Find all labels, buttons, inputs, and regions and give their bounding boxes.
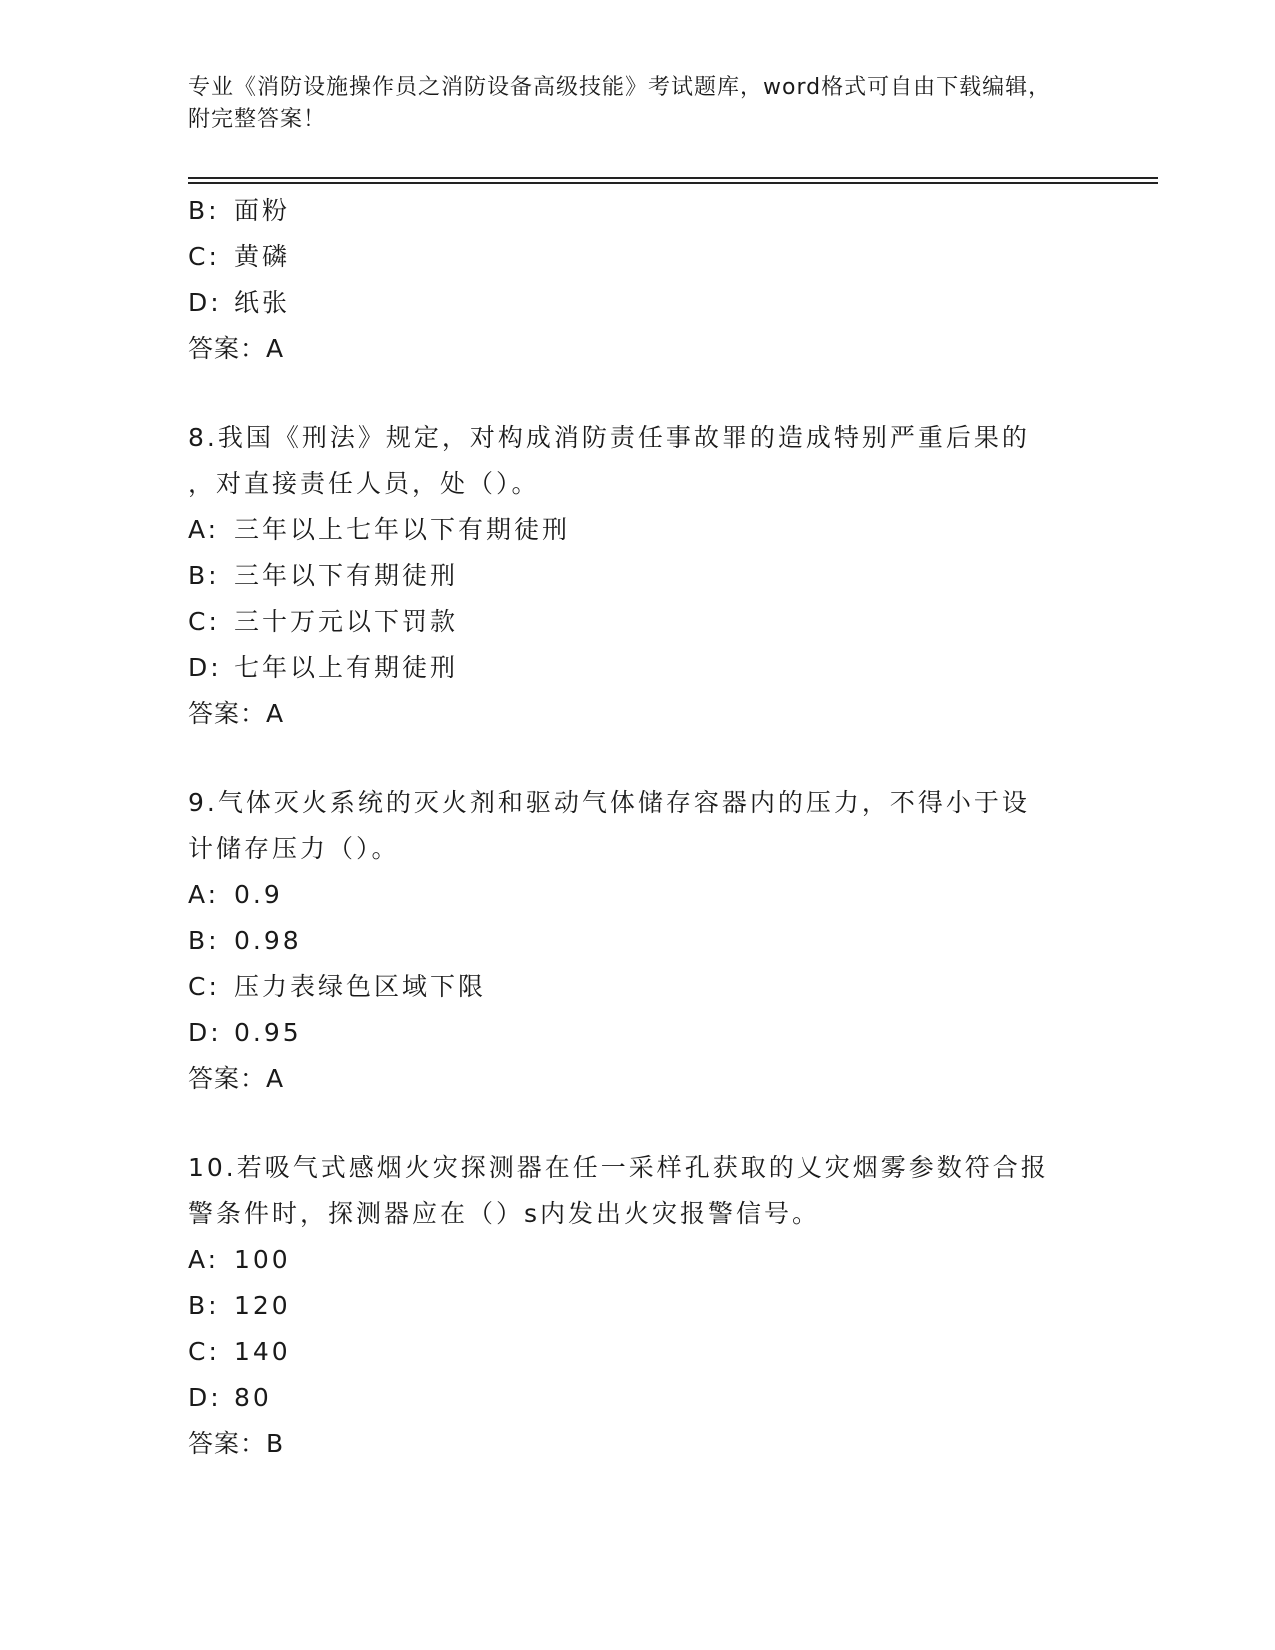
option-text: 面粉 — [234, 196, 291, 225]
document-header: 专业《消防设施操作员之消防设备高级技能》考试题库，word格式可自由下载编辑，附完整答案！ — [188, 75, 1052, 132]
answer: 答案：B — [188, 1429, 285, 1458]
option-text: 80 — [234, 1383, 272, 1412]
option-c — [188, 1329, 1088, 1375]
option-text: 0.9 — [234, 880, 283, 909]
option-d — [188, 280, 1088, 326]
option-c — [188, 964, 1088, 1010]
option-letter: C: — [188, 607, 220, 636]
option-letter: A: — [188, 515, 220, 544]
spacer — [188, 737, 1088, 780]
option-letter: B: — [188, 1291, 220, 1320]
option-text: 三年以下有期徒刑 — [234, 561, 459, 590]
option-c — [188, 599, 1088, 645]
option-text: 压力表绿色区域下限 — [234, 972, 487, 1001]
question-7-continuation — [188, 188, 1088, 372]
option-text: 0.98 — [234, 926, 302, 955]
option-letter: C: — [188, 1337, 220, 1366]
option-text: 七年以上有期徒刑 — [234, 653, 459, 682]
option-letter: D: — [188, 1383, 222, 1412]
answer: 答案：A — [188, 334, 285, 363]
question-9 — [188, 780, 1088, 1102]
answer: 答案：A — [188, 1064, 285, 1093]
header-rule-top — [188, 177, 1158, 179]
question-10 — [188, 1145, 1088, 1467]
question-stem-line: 8.我国《刑法》规定，对构成消防责任事故罪的造成特别严重后果的 — [188, 423, 1030, 452]
option-text: 三十万元以下罚款 — [234, 607, 459, 636]
option-letter: A: — [188, 1245, 220, 1274]
question-stem-line: ，对直接责任人员，处（）。 — [188, 469, 540, 498]
option-b — [188, 918, 1088, 964]
question-8 — [188, 415, 1088, 737]
option-letter: B: — [188, 926, 220, 955]
option-letter: D: — [188, 653, 222, 682]
answer: 答案：A — [188, 699, 285, 728]
option-text: 100 — [234, 1245, 291, 1274]
option-c — [188, 234, 1088, 280]
option-b — [188, 1283, 1088, 1329]
option-text: 纸张 — [234, 288, 291, 317]
option-text: 0.95 — [234, 1018, 302, 1047]
spacer — [188, 372, 1088, 415]
option-a — [188, 872, 1088, 918]
question-stem-line: 计储存压力（）。 — [188, 834, 400, 863]
option-b — [188, 553, 1088, 599]
option-d — [188, 645, 1088, 691]
question-list — [188, 188, 1088, 1467]
option-b — [188, 188, 1088, 234]
option-letter: A: — [188, 880, 220, 909]
option-a — [188, 507, 1088, 553]
spacer — [188, 1102, 1088, 1145]
option-letter: C: — [188, 972, 220, 1001]
option-text: 140 — [234, 1337, 291, 1366]
question-stem-line: 9.气体灭火系统的灭火剂和驱动气体储存容器内的压力，不得小于设 — [188, 788, 1030, 817]
question-stem-line: 10.若吸气式感烟火灾探测器在任一采样孔获取的乂灾烟雾参数符合报 — [188, 1153, 1049, 1182]
option-letter: B: — [188, 561, 220, 590]
question-stem-line: 警条件时，探测器应在（）s内发出火灾报警信号。 — [188, 1199, 821, 1228]
option-a — [188, 1237, 1088, 1283]
option-letter: D: — [188, 288, 222, 317]
option-text: 三年以上七年以下有期徒刑 — [234, 515, 571, 544]
option-letter: B: — [188, 196, 220, 225]
option-d — [188, 1010, 1088, 1056]
option-letter: C: — [188, 242, 220, 271]
option-letter: D: — [188, 1018, 222, 1047]
option-text: 120 — [234, 1291, 291, 1320]
header-rule-bottom — [188, 182, 1158, 184]
option-d — [188, 1375, 1088, 1421]
option-text: 黄磷 — [234, 242, 291, 271]
